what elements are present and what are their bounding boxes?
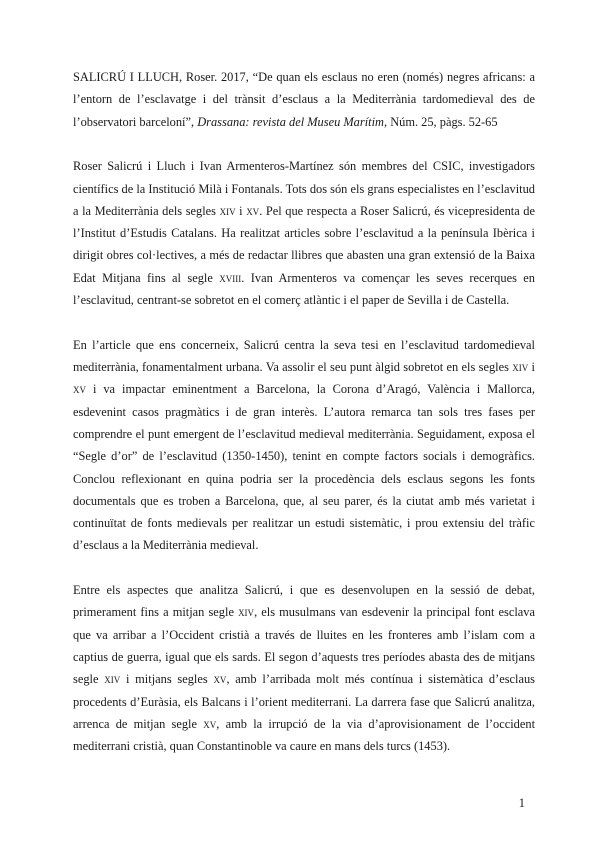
citation-journal: Drassana: revista del Museu Marítim, [197, 114, 388, 129]
citation-issue-pages: Núm. 25, pàgs. 52-65 [390, 114, 498, 129]
citation-paragraph [73, 66, 535, 133]
summary-text-1: En l’article que ens concerneix, Salicrú centra la seva tesi en l’esclavitud tardomedieval mediterrània, fonamentalment urbana. Va assolir el seu punt àlgid sobretot en els segles [73, 337, 535, 375]
phases-text-3: i mitjans segles [120, 672, 214, 687]
authors-text-3: . Ivan Armenteros va començar les seves recerques en l’esclavitud, centrant-se sobretot en el comerç atlàntic i el paper de Sevilla i de Castella. [73, 270, 535, 308]
century-numeral: xiv [238, 605, 255, 620]
phases-text-2: , els musulmans van esdevenir la principal font esclava que va arribar a l’Occident cristià a través de lluites en les fronteres amb l’islam com a captius de guerra, igual que els sards. El segon d’aquests tres períodes abasta des de mitjans segle [73, 605, 536, 687]
century-numeral: xv [73, 382, 86, 397]
document-page [73, 66, 535, 757]
century-numeral: xiv [219, 203, 236, 218]
century-numeral: xiv [104, 672, 121, 687]
authors-text-1: Roser Salicrú i Lluch i Ivan Armenteros-Martínez són membres del CSIC, investigadors científics de la Institució Milà i Fontanals. Tots dos són els grans especialistes en l’esclavitud a la Mediterrània dels segles [73, 159, 535, 218]
article-summary-paragraph [73, 334, 535, 557]
page-number: 1 [518, 796, 525, 810]
summary-joiner: i [528, 360, 535, 375]
century-numeral: xv [203, 716, 217, 731]
authors-paragraph [73, 155, 535, 311]
citation-title: “De quan els esclaus no eren (només) negres africans: a l’entorn de l’esclavatge i del trànsit d’esclaus a la Mediterrània tardomedieval des de l’observatori barceloní”, [73, 70, 535, 129]
citation-year: 2017, [220, 70, 249, 84]
century-numeral: xviii [219, 270, 242, 285]
century-numeral: xv [246, 203, 260, 218]
phases-paragraph [73, 579, 535, 757]
authors-text-2: . Pel que respecta a Roser Salicrú, és vicepresidenta de l’Institut d’Estudis Catalans. Ha realitzat articles sobre l’esclavitud a la península Ibèrica i dirigit obres col·lectives, a més de redactar llibres que abasten una gran extensió de la Baixa Edat Mitjana fins al segle [73, 203, 535, 285]
summary-text-2: i va impactar eminentment a Barcelona, la Corona d’Aragó, València i Mallorca, esdevenint casos pragmàtics i de gran interès. L’autora remarca tan sols tres fases per comprendre el punt emergent de l’esclavitud medieval mediterrània. Seguidament, exposa el “Segle d’or” de l’esclavitud (1350-1450), tenint en compte factors socials i demogràfics. Conclou reflexionant en quina podria ser la procedència dels esclaus segons les fonts documentals que es troben a Barcelona, que, al seu parer, és la ciutat amb més varietat i continuïtat de fonts medievals per realitzar un estudi sistemàtic, i prou extensiu del tràfic d’esclaus a la Mediterrània medieval. [73, 382, 535, 553]
citation-author: SALICRÚ I LLUCH, Roser. [73, 70, 218, 84]
century-numeral: xv [213, 672, 227, 687]
phases-text-5: , amb la irrupció de la via d’aprovisionament de l’occident mediterrani cristià, quan Constantinoble va caure en mans dels turcs (1453). [73, 716, 536, 754]
century-numeral: xiv [512, 360, 529, 375]
phases-text-1: Entre els aspectes que analitza Salicrú, i que es desenvolupen en la sessió de debat, primerament fins a mitjan segle [73, 583, 535, 620]
authors-joiner: i [235, 203, 247, 218]
phases-text-4: , amb l’arribada molt més contínua i sistemàtica d’esclaus procedents d’Euràsia, els Balcans i l’orient mediterrani. La darrera fase que Salicrú analitza, arrenca de mitjan segle [73, 672, 535, 731]
